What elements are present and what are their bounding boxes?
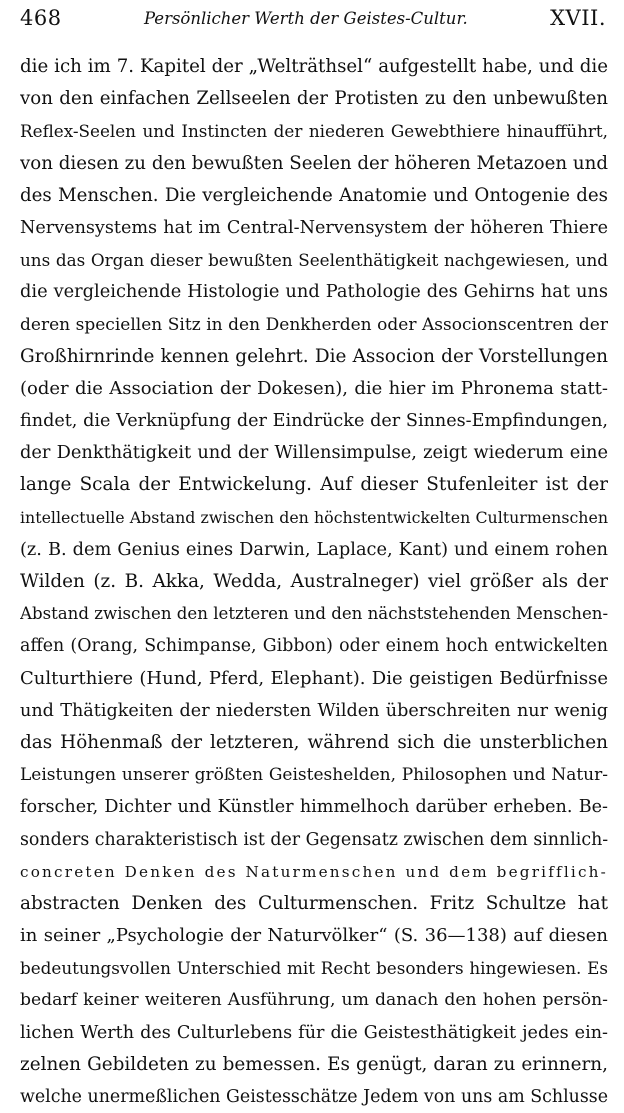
text-line: deren speciellen Sitz in den Denkherden oder Associonscentren der bbox=[20, 314, 608, 335]
text-line: zelnen Gebildeten zu bemessen. Es genügt, daran zu erinnern, bbox=[20, 1053, 608, 1075]
text-line: und Thätigkeiten der niedersten Wilden überschreiten nur wenig bbox=[20, 700, 608, 721]
chapter-number: XVII. bbox=[550, 6, 606, 30]
text-line: Großhirnrinde kennen gelehrt. Die Associon der Vorstellungen bbox=[20, 345, 608, 367]
text-line: affen (Orang, Schimpanse, Gibbon) oder einem hoch entwickelten bbox=[20, 636, 608, 657]
text-line: von diesen zu den bewußten Seelen der höheren Metazoen und bbox=[20, 152, 608, 174]
text-line: der Denkthätigkeit und der Willensimpulse, zeigt wiederum eine bbox=[20, 442, 608, 464]
running-title: Persönlicher Werth der Geistes-Cultur. bbox=[143, 9, 468, 28]
text-line: lichen Werth des Culturlebens für die Geistesthätigkeit jedes ein- bbox=[20, 1022, 608, 1043]
text-line: die vergleichende Histologie und Pathologie des Gehirns hat uns bbox=[20, 281, 608, 303]
page-header bbox=[20, 6, 606, 38]
text-line: sonders charakteristisch ist der Gegensatz zwischen dem sinnlich- bbox=[20, 829, 608, 850]
text-line: abstracten Denken des Culturmenschen. Fritz Schultze hat bbox=[20, 892, 608, 914]
text-line: von den einfachen Zellseelen der Protisten zu den unbewußten bbox=[20, 88, 608, 110]
text-line: bedeutungsvollen Unterschied mit Recht besonders hingewiesen. Es bbox=[20, 958, 608, 979]
body-text bbox=[20, 51, 608, 1113]
text-line: uns das Organ dieser bewußten Seelenthätigkeit nachgewiesen, und bbox=[20, 250, 608, 271]
text-line: Leistungen unserer größten Geisteshelden, Philosophen und Natur- bbox=[20, 765, 608, 786]
text-line: concreten Denken des Naturmenschen und dem begrifflich- bbox=[20, 862, 608, 881]
text-line: Culturthiere (Hund, Pferd, Elephant). Die geistigen Bedürfnisse bbox=[20, 667, 608, 689]
text-line: (oder die Association der Dokesen), die hier im Phronema statt- bbox=[20, 377, 608, 399]
text-line: (z. B. dem Genius eines Darwin, Laplace, Kant) und einem rohen bbox=[20, 538, 608, 560]
text-line: die ich im 7. Kapitel der „Welträthsel“ aufgestellt habe, und die bbox=[20, 56, 608, 77]
text-line: Wilden (z. B. Akka, Wedda, Australneger) viel größer als der bbox=[20, 571, 608, 592]
text-line: lange Scala der Entwickelung. Auf dieser Stufenleiter ist der bbox=[20, 474, 608, 496]
text-line: Nervensystems hat im Central-Nervensystem der höheren Thiere bbox=[20, 217, 608, 238]
text-line: in seiner „Psychologie der Naturvölker“ (S. 36—138) auf diesen bbox=[20, 925, 608, 947]
text-line: intellectuelle Abstand zwischen den höchstentwickelten Culturmenschen bbox=[20, 507, 608, 527]
text-line: Reflex-Seelen und Instincten der niederen Gewebthiere hinaufführt, bbox=[20, 121, 608, 142]
text-line: welche unermeßlichen Geistesschätze Jedem von uns am Schlusse bbox=[20, 1087, 608, 1107]
page-number: 468 bbox=[20, 6, 62, 30]
text-line: des Menschen. Die vergleichende Anatomie und Ontogenie des bbox=[20, 184, 608, 206]
text-line: Abstand zwischen den letzteren und den nächststehenden Menschen- bbox=[20, 604, 608, 624]
text-line: forscher, Dichter und Künstler himmelhoch darüber erheben. Be- bbox=[20, 797, 608, 818]
text-line: bedarf keiner weiteren Ausführung, um danach den hohen persön- bbox=[20, 990, 608, 1011]
text-line: findet, die Verknüpfung der Eindrücke der Sinnes-Empfindungen, bbox=[20, 411, 608, 432]
text-line: das Höhenmaß der letzteren, während sich die unsterblichen bbox=[20, 731, 608, 753]
